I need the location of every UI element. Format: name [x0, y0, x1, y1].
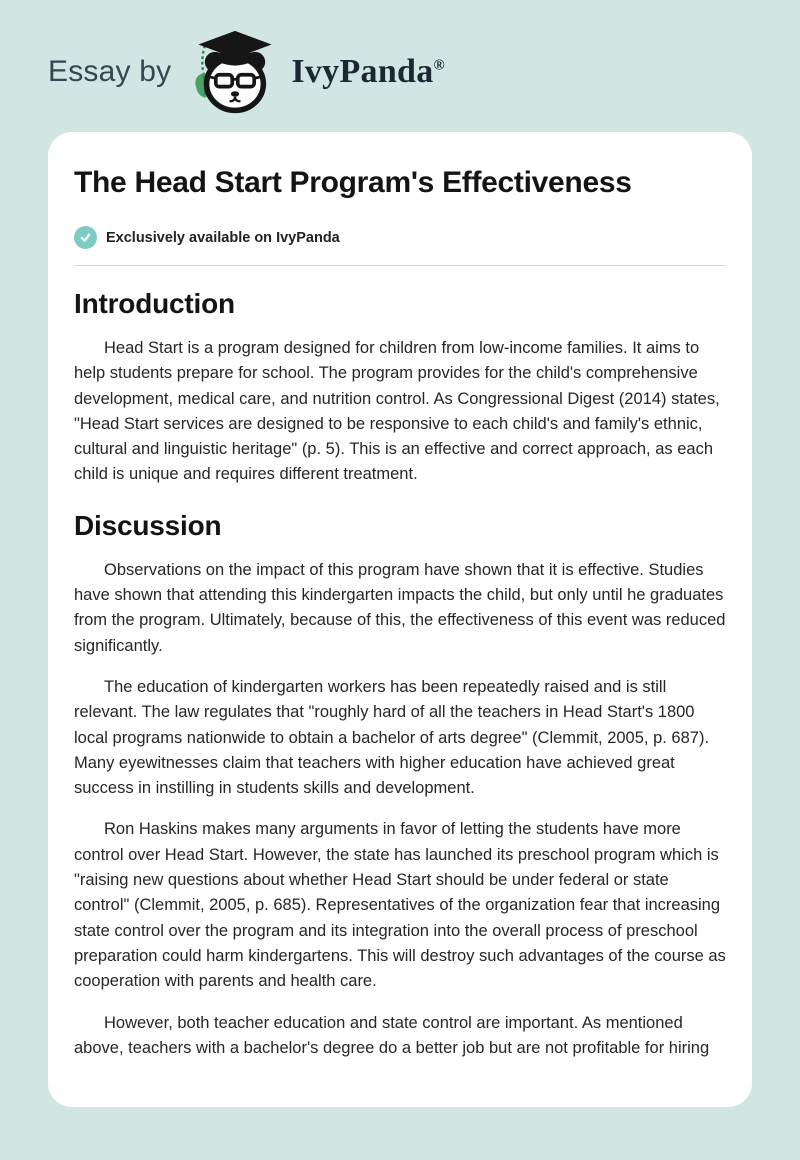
page-header — [0, 0, 800, 118]
discussion-paragraph-1: Observations on the impact of this program have shown that it is effective. Studies have shown that attending this kindergarten impacts the child, but only until he graduates from the program. Ultimately, because of this, the effectiveness of this event was reduced significantly. — [74, 560, 726, 655]
check-icon — [74, 226, 97, 249]
essay-by-text: Essay by — [48, 55, 172, 88]
section-heading-introduction: Introduction — [74, 288, 235, 319]
introduction-paragraph: Head Start is a program designed for children from low-income families. It aims to help students prepare for school. The program provides for the child's comprehensive development, medical care, and nutrition control. As Congressional Digest (2014) states, "Head Start services are designed to be responsive to each child's and family's ethnic, cultural and linguistic heritage" (p. 5). This is an effective and correct approach, as each child is unique and requires different treatment. — [74, 339, 720, 484]
panda-graduate-logo-icon — [189, 29, 281, 115]
discussion-paragraph-3: Ron Haskins makes many arguments in favor of letting the students have more control over Head Start. However, the state has launched its preschool program which is "raising new questions about whether Head Start should be under federal or state control" (Clemmit, 2005, p. 685). Representatives of the organization fear that increasing state control over the program and its integration into the overall process of preschool preparation could harm kindergartens. This will destroy such advantages of the course as cooperation with parents and health care. — [74, 820, 726, 991]
essay-title: The Head Start Program's Effectiveness — [74, 166, 632, 199]
section-heading-discussion: Discussion — [74, 509, 222, 541]
brand-name — [291, 53, 445, 91]
availability-badge-label: Exclusively available on IvyPanda — [106, 229, 340, 246]
essay-card — [48, 132, 752, 1107]
discussion-paragraph-4: However, both teacher education and state control are important. As mentioned above, teachers with a bachelor's degree do a better job but are not profitable for hiring — [74, 1013, 710, 1057]
divider — [74, 265, 726, 266]
brand-text: IvyPanda — [291, 53, 434, 90]
discussion-paragraph-2: The education of kindergarten workers has been repeatedly raised and is still relevant. The law regulates that "roughly hard of all the teachers in Head Start's 1800 local programs nationwide to obtain a bachelor of arts degree" (Clemmit, 2005, p. 687). Many eyewitnesses claim that teachers with higher education have achieved great success in instilling in students skills and development. — [74, 677, 710, 798]
registered-mark: ® — [433, 57, 446, 74]
availability-badge — [74, 226, 726, 249]
